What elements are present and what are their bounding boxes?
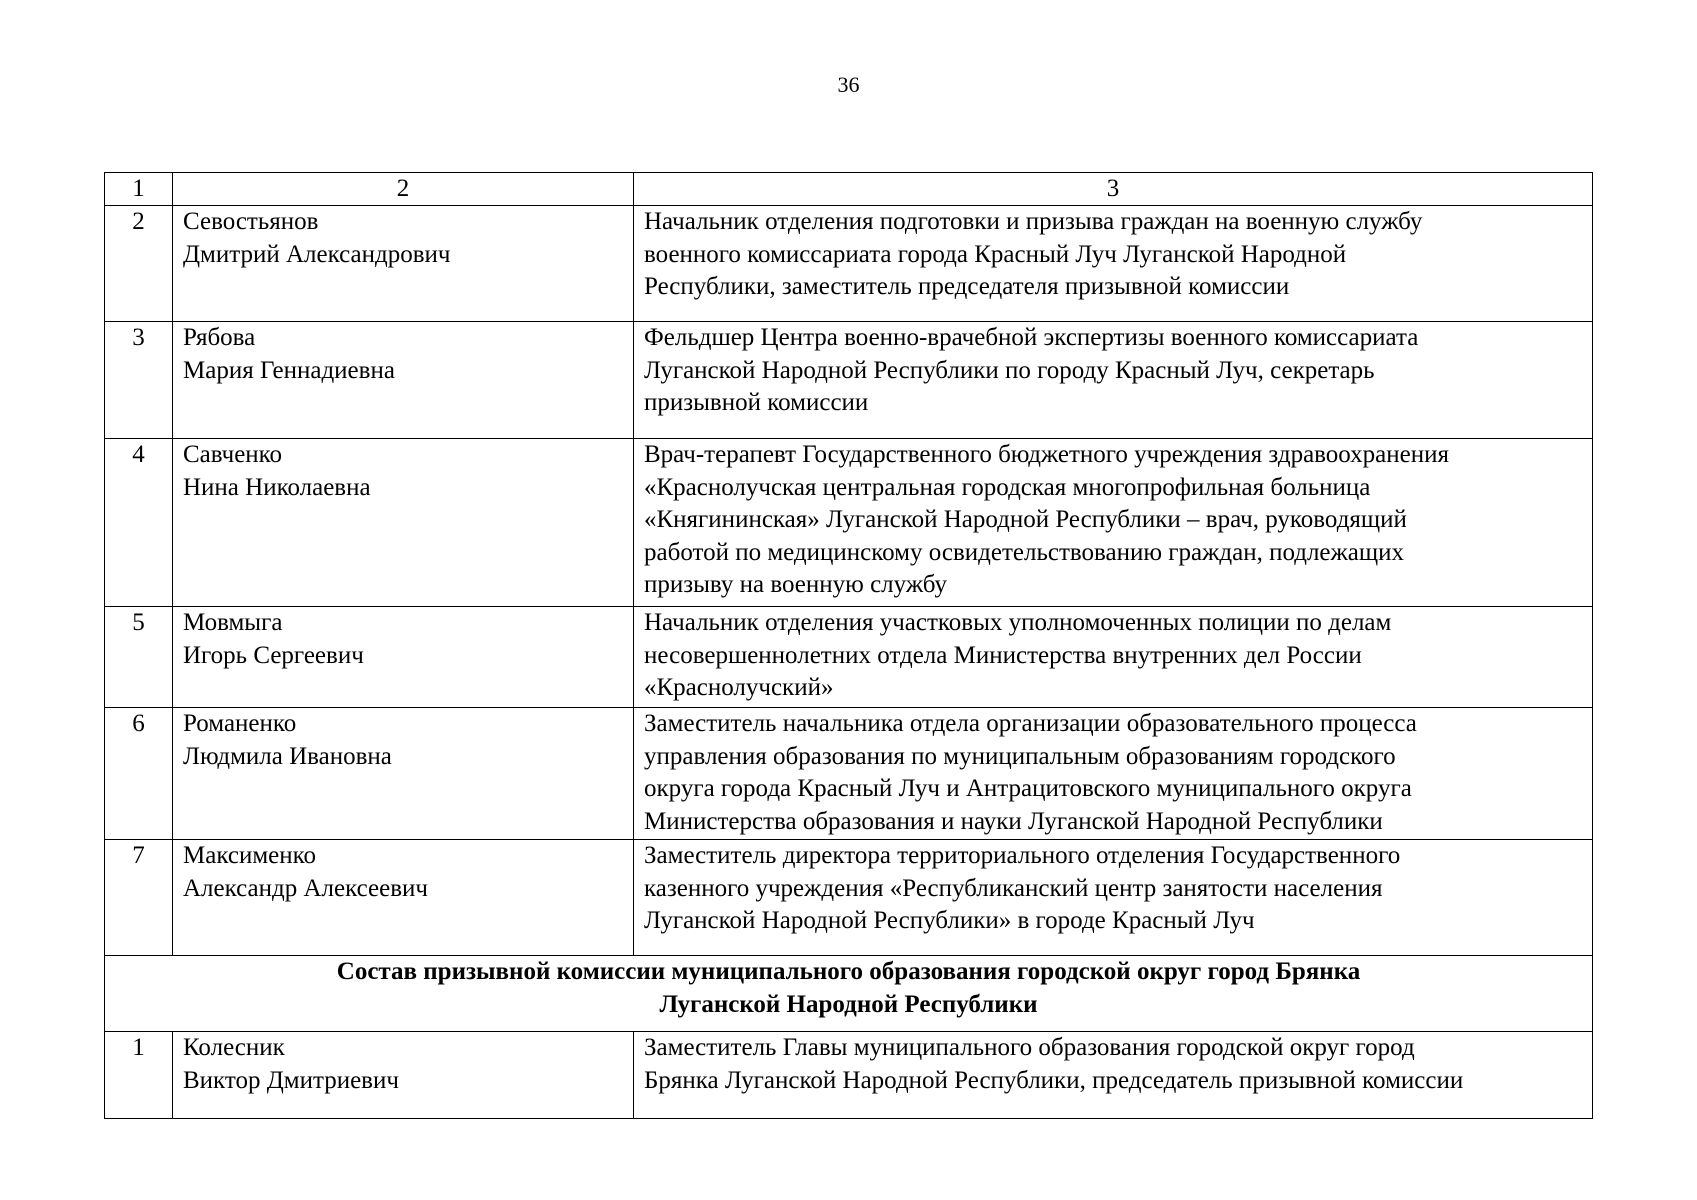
position-line: казенного учреждения «Республиканский центр занятости населения (644, 874, 1383, 902)
position-line: Министерства образования и науки Луганской Народной Республики (644, 807, 1383, 835)
member-name (173, 439, 634, 607)
table-row (105, 708, 1593, 840)
row-number: 7 (105, 840, 173, 956)
column-number-3: 3 (634, 173, 1593, 206)
member-name (173, 607, 634, 708)
position-line: Начальник отделения подготовки и призыва граждан на военную службу (644, 208, 1423, 235)
row-number: 6 (105, 708, 173, 840)
section-heading (105, 956, 1593, 1032)
page-number: 36 (837, 72, 860, 97)
column-number-2: 2 (173, 173, 634, 206)
position-line: Заместитель начальника отдела организации образовательного процесса (644, 710, 1417, 737)
member-position (634, 840, 1593, 956)
position-line: Заместитель директора территориального отделения Государственного (644, 842, 1401, 869)
given-name: Александр Алексеевич (183, 874, 428, 902)
row-number: 5 (105, 607, 173, 708)
row-number: 3 (105, 322, 173, 439)
table-row (105, 1032, 1593, 1119)
column-number-1: 1 (105, 173, 173, 206)
surname: Рябова (183, 324, 256, 351)
position-line: Луганской Народной Республики по городу Красный Луч, секретарь (644, 356, 1375, 384)
table-row (105, 206, 1593, 322)
position-line: несовершеннолетних отдела Министерства внутренних дел России (644, 641, 1362, 669)
member-position (634, 1032, 1593, 1119)
given-name: Людмила Ивановна (183, 742, 392, 770)
position-line: военного комиссариата города Красный Луч Луганской Народной (644, 240, 1347, 268)
section-heading-line: Состав призывной комиссии муниципального образования городской округ город Брянка (336, 958, 1361, 985)
surname: Максименко (183, 842, 316, 869)
table-row (105, 322, 1593, 439)
position-line: округа города Красный Луч и Антрацитовского муниципального округа (644, 775, 1412, 802)
row-number: 4 (105, 439, 173, 607)
position-line: «Княгининская» Луганской Народной Республики – врач, руководящий (644, 506, 1407, 533)
given-name: Нина Николаевна (183, 473, 371, 501)
member-name (173, 840, 634, 956)
position-line: «Краснолучский» (644, 674, 834, 701)
commission-table (104, 172, 1593, 1119)
table-row (105, 840, 1593, 956)
given-name: Игорь Сергеевич (183, 641, 364, 669)
member-position (634, 206, 1593, 322)
position-line: работой по медицинскому освидетельствованию граждан, подлежащих (644, 538, 1405, 566)
table-row (105, 439, 1593, 607)
member-name (173, 322, 634, 439)
surname: Мовмыга (183, 609, 283, 636)
given-name: Виктор Дмитриевич (183, 1066, 399, 1094)
position-line: управления образования по муниципальным образованиям городского (644, 742, 1396, 770)
position-line: призывной комиссии (644, 389, 869, 416)
surname: Севостьянов (183, 208, 319, 235)
position-line: Начальник отделения участковых уполномоченных полиции по делам (644, 609, 1392, 636)
member-position (634, 708, 1593, 840)
surname: Савченко (183, 441, 283, 468)
section-heading-line: Луганской Народной Республики (659, 990, 1038, 1018)
position-line: Фельдшер Центра военно-врачебной экспертизы военного комиссариата (644, 324, 1419, 351)
table-row (105, 607, 1593, 708)
member-name (173, 1032, 634, 1119)
member-position (634, 439, 1593, 607)
member-position (634, 322, 1593, 439)
member-position (634, 607, 1593, 708)
position-line: Заместитель Главы муниципального образования городской округ город (644, 1034, 1415, 1061)
given-name: Мария Геннадиевна (183, 356, 395, 384)
row-number: 2 (105, 206, 173, 322)
table-header-row (105, 173, 1593, 206)
position-line: Врач-терапевт Государственного бюджетного учреждения здравоохранения (644, 441, 1450, 468)
position-line: Брянка Луганской Народной Республики, председатель призывной комиссии (644, 1066, 1464, 1094)
surname: Романенко (183, 710, 297, 737)
member-name (173, 708, 634, 840)
row-number: 1 (105, 1032, 173, 1119)
position-line: Республики, заместитель председателя призывной комиссии (644, 273, 1290, 300)
position-line: «Краснолучская центральная городская многопрофильная больница (644, 473, 1371, 501)
member-name (173, 206, 634, 322)
section-heading-row (105, 956, 1593, 1032)
position-line: Луганской Народной Республики» в городе Красный Луч (644, 907, 1255, 934)
position-line: призыву на военную службу (644, 571, 948, 598)
surname: Колесник (183, 1034, 285, 1061)
given-name: Дмитрий Александрович (183, 240, 451, 268)
